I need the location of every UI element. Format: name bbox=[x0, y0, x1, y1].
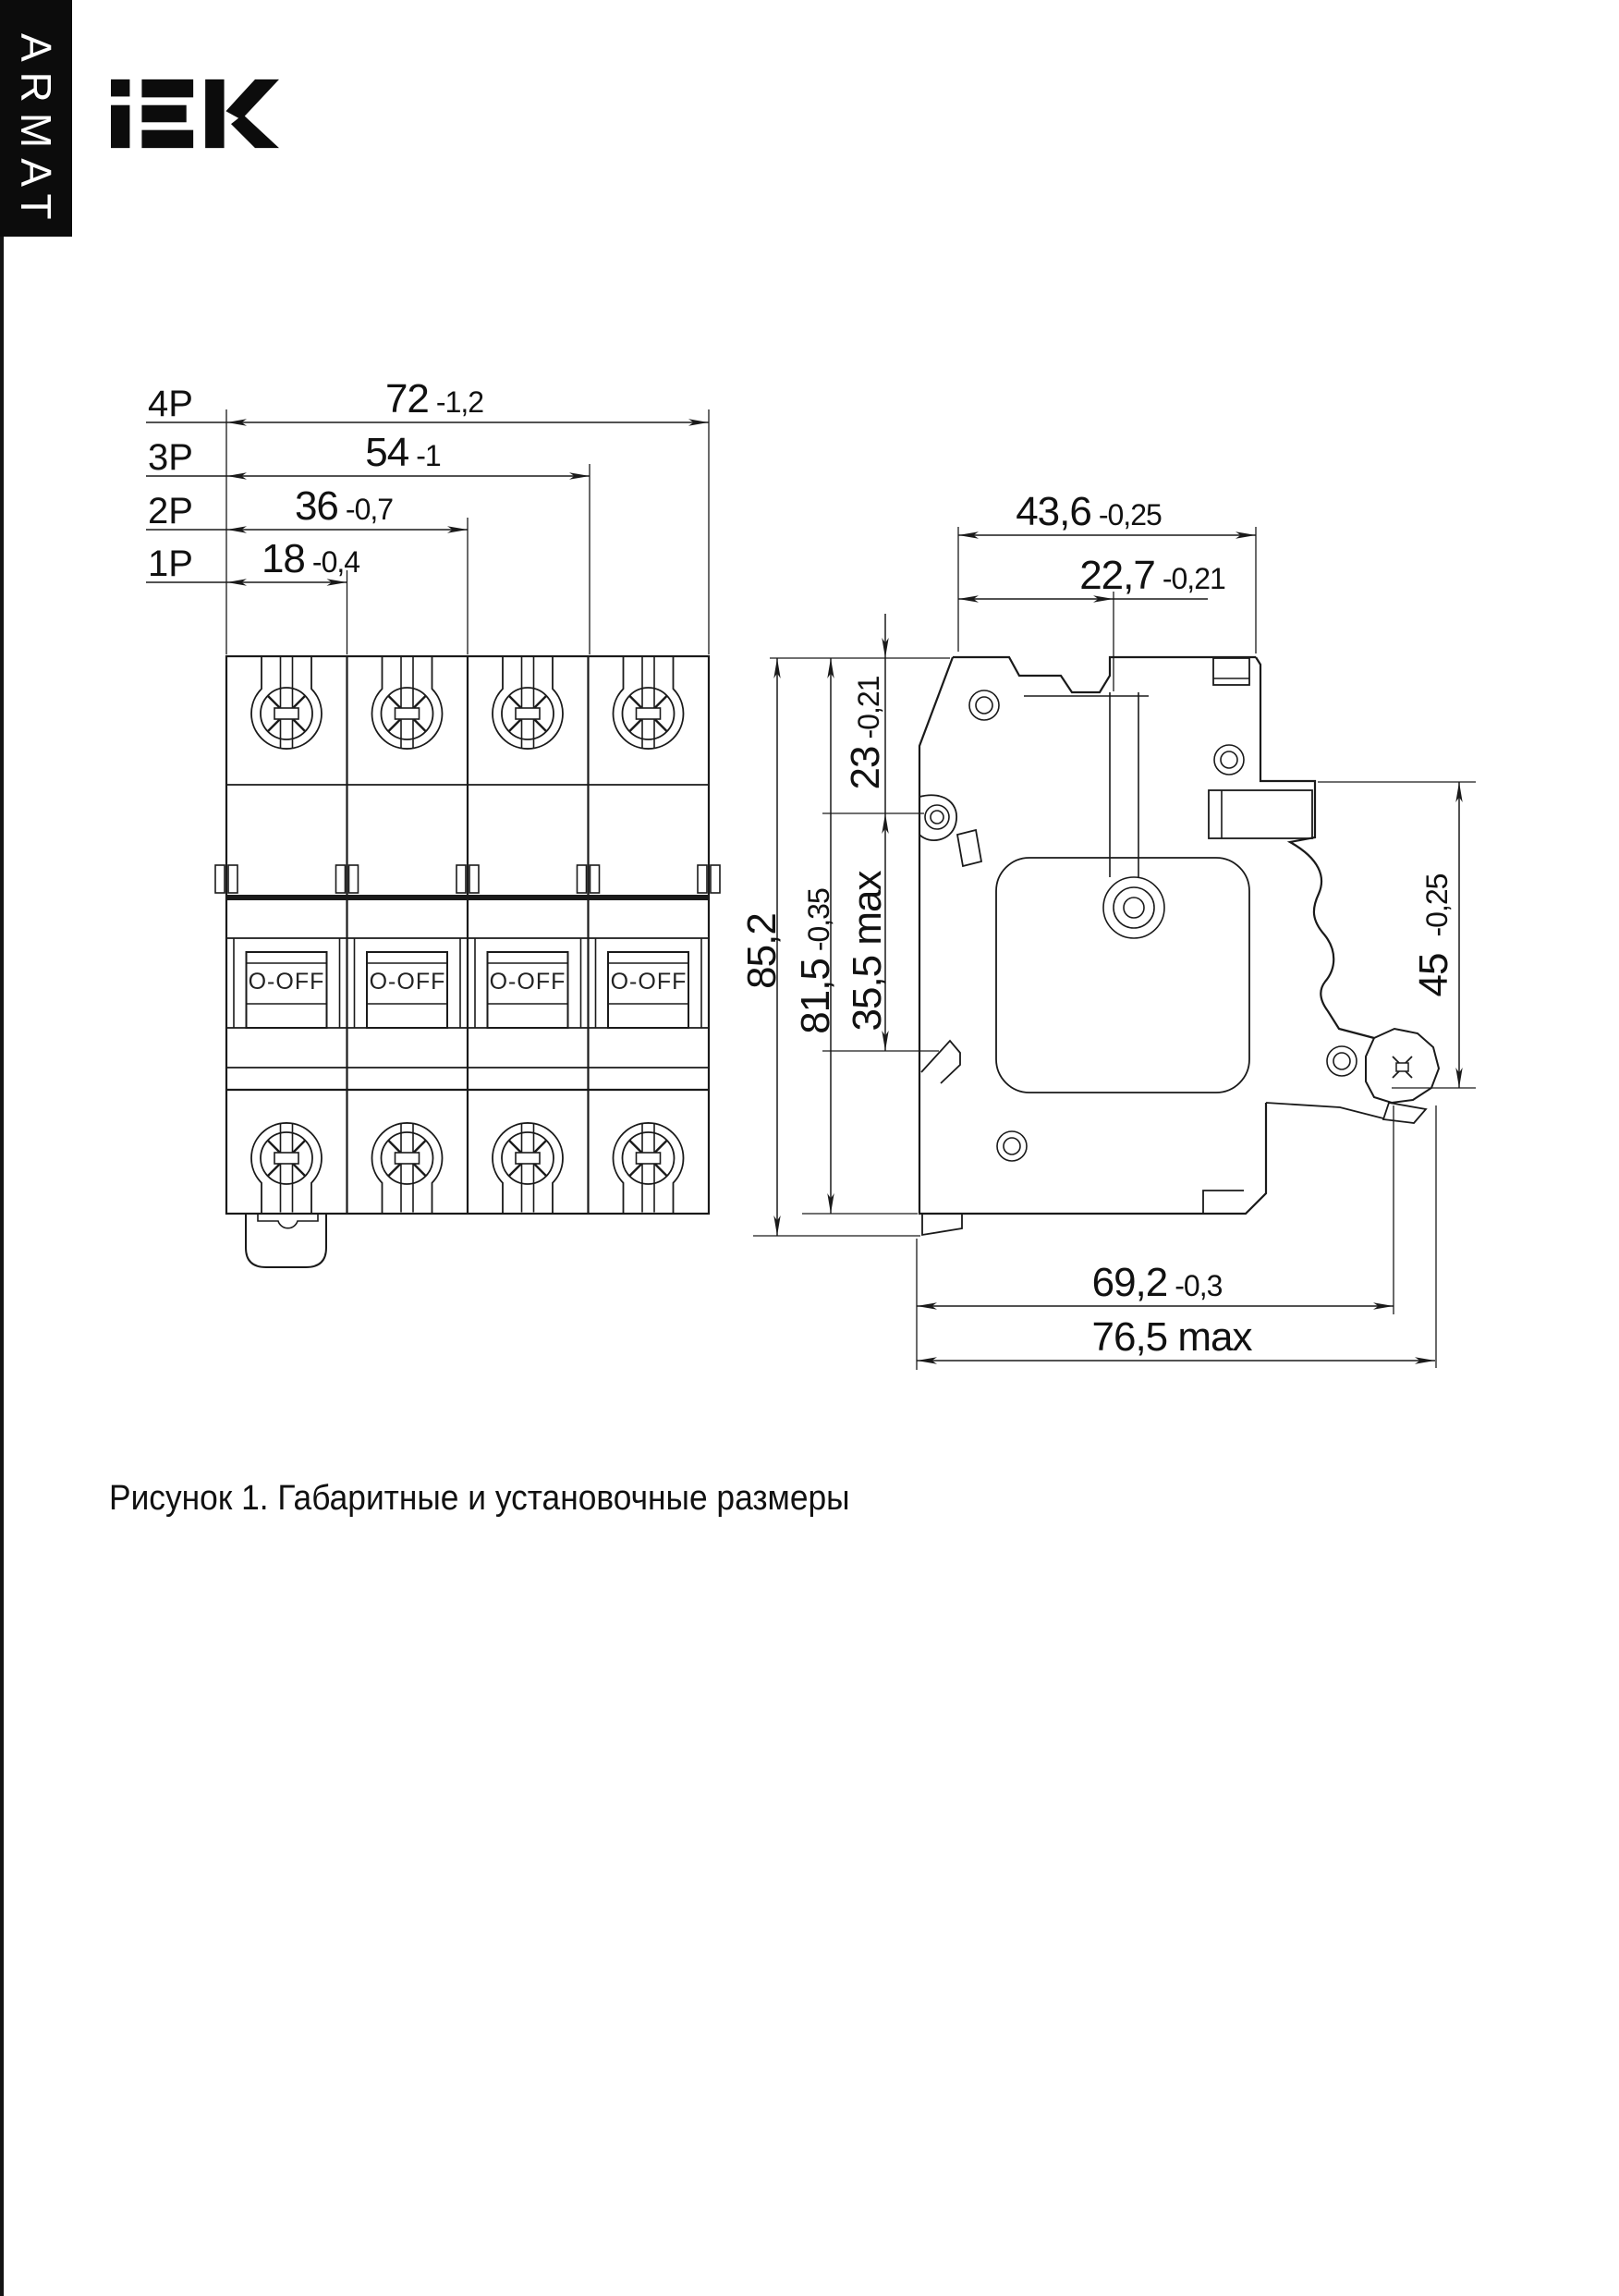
switch-label-pole3: O-OFF bbox=[489, 969, 566, 995]
dim-depth-body: 69,2 -0,3 bbox=[1091, 1260, 1223, 1305]
dim-top-step: 22,7 -0,21 bbox=[1079, 553, 1225, 598]
switch-label-pole4: O-OFF bbox=[610, 969, 688, 995]
front-view bbox=[215, 656, 720, 1267]
rivets bbox=[969, 690, 1357, 1161]
din-lug bbox=[919, 795, 981, 866]
pole-label-4p: 4P bbox=[148, 384, 193, 424]
dim-top-width: 43,6 -0,25 bbox=[1016, 489, 1162, 534]
side-inner-panel bbox=[996, 858, 1249, 1093]
front-terminal-opening bbox=[1209, 790, 1312, 838]
dim-front-face: 45 -0,25 bbox=[1411, 873, 1456, 997]
side-view bbox=[919, 657, 1439, 1235]
pole-label-3p: 3P bbox=[148, 437, 193, 478]
pole-label-2p: 2P bbox=[148, 491, 193, 531]
dim-width-2p: 36 -0,7 bbox=[294, 483, 394, 529]
figure-caption: Рисунок 1. Габаритные и установочные размеры bbox=[109, 1479, 850, 1518]
pole-label-1p: 1P bbox=[148, 543, 193, 584]
switch-label-pole1: O-OFF bbox=[248, 969, 325, 995]
dim-depth-max: 76,5 max bbox=[1091, 1314, 1252, 1360]
dim-width-1p: 18 -0,4 bbox=[261, 536, 360, 581]
dim-width-3p: 54 -1 bbox=[365, 430, 441, 475]
switch-label-pole2: O-OFF bbox=[369, 969, 446, 995]
dim-top-zone: 23 -0,21 bbox=[843, 676, 888, 790]
din-hook bbox=[921, 1041, 960, 1083]
dim-width-4p: 72 -1,2 bbox=[384, 376, 484, 421]
lever-pivot bbox=[1103, 877, 1164, 938]
series-banner-text: ARMAT bbox=[12, 33, 60, 230]
dim-din-zone: 35,5 max bbox=[845, 871, 890, 1032]
din-foot-front bbox=[246, 1214, 326, 1267]
dim-height-body: 81,5 -0,35 bbox=[793, 888, 838, 1034]
dim-height-overall: 85,2 bbox=[739, 913, 785, 989]
din-clip-bottom bbox=[922, 1214, 962, 1235]
